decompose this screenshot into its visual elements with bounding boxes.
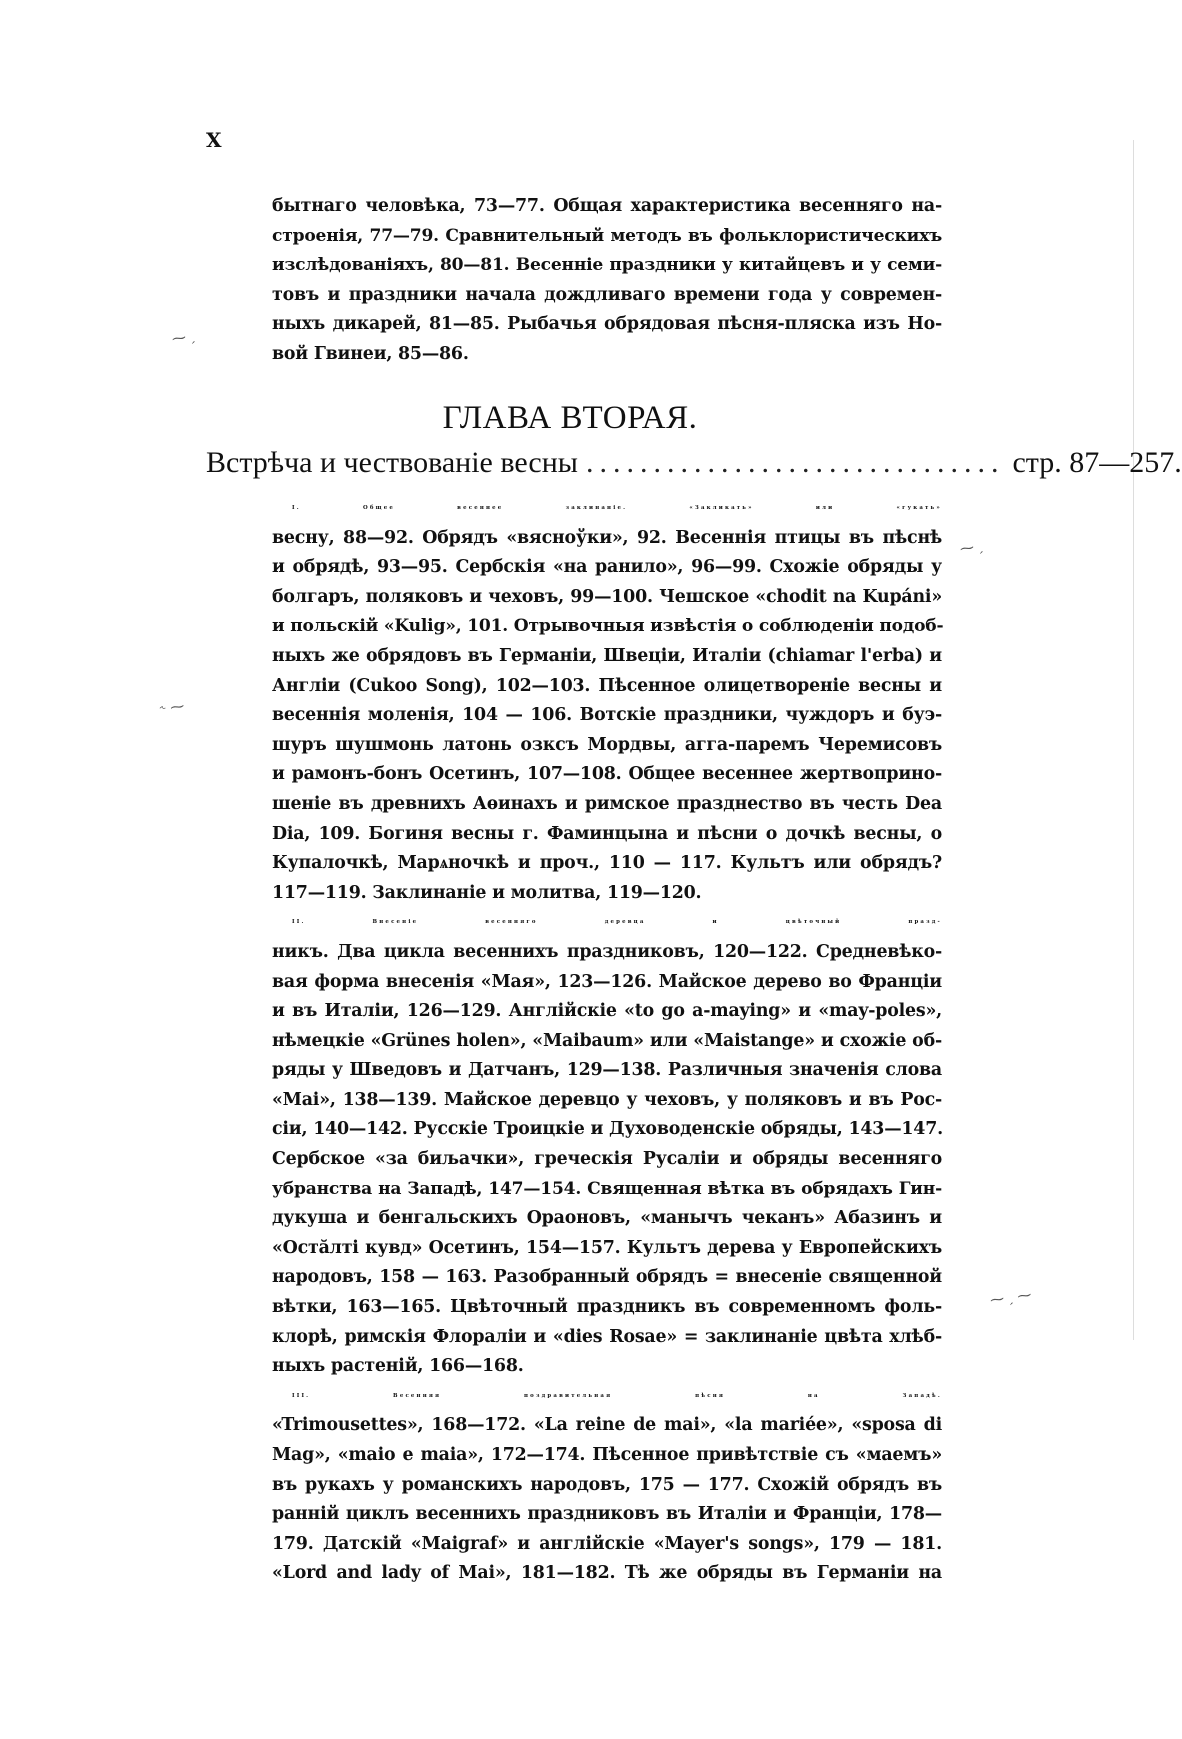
- chapter-subtitle: Встрѣча и чествованіе весны: [206, 446, 578, 479]
- margin-annotation: ⁓ ˏ: [170, 328, 197, 348]
- text-line: шуръ шушмонь латонь озксъ Мордвы, агга-паремъ Черемисовъ: [272, 734, 942, 755]
- text-line: «Lord and lady of Mai», 181—182. Тѣ же обряды въ Германіи на: [272, 1563, 942, 1584]
- page-number: X: [206, 128, 222, 152]
- text-line: никъ. Два цикла весеннихъ праздниковъ, 120—122. Средневѣко-: [272, 941, 942, 962]
- text-line: товъ и праздники начала дождливаго времени года у современ-: [272, 284, 942, 305]
- text-line: и обрядѣ, 93—95. Сербскія «на ранило», 96—99. Схожіе обряды у: [272, 557, 942, 578]
- text-line: изслѣдованіяхъ, 80—81. Весенніе праздники у китайцевъ и у семи-: [272, 255, 942, 276]
- text-line: вая форма внесенія «Мая», 123—126. Майское дерево во Франціи: [272, 971, 942, 992]
- text-line: болгаръ, поляковъ и чеховъ, 99—100. Чешское «chodit na Kupáni»: [272, 586, 942, 607]
- text-line: дукуша и бенгальскихъ Ораоновъ, «манычъ чеканъ» Абазинъ и: [272, 1208, 942, 1229]
- text-line: Сербское «за биљачки», греческія Русаліи и обряды весенняго: [272, 1149, 942, 1170]
- text-line: «Mai», 138—139. Майское деревцо у чеховъ, у поляковъ и въ Рос-: [272, 1089, 942, 1110]
- text-line: Mag», «maio e maia», 172—174. Пѣсенное привѣтствіе съ «маемъ»: [272, 1445, 942, 1465]
- page-edge-line: [1133, 140, 1134, 1340]
- margin-annotation: ⁓ ˏ: [958, 538, 985, 558]
- chapter-subtitle-line: [206, 446, 1182, 480]
- section-heading-line: I. Общее весеннее заклинаніе. «Закликать» или «гукать»: [292, 505, 942, 511]
- text-line: строенія, 77—79. Сравнительный методъ въ фольклористическихъ: [272, 225, 942, 246]
- text-line: 117—119. Заклинаніе и молитва, 119—120.: [272, 882, 702, 903]
- text-line: весну, 88—92. Обрядъ «вясноўки», 92. Весеннія птицы въ пѣснѣ: [272, 527, 942, 548]
- text-line: сіи, 140—142. Русскіе Троицкіе и Духоводенскіе обряды, 143—147.: [272, 1119, 943, 1140]
- text-line: ранній циклъ весеннихъ праздниковъ въ Италіи и Франціи, 178—: [272, 1504, 942, 1525]
- text-line: вѣтки, 163—165. Цвѣточный праздникъ въ современномъ фоль-: [272, 1297, 942, 1318]
- margin-annotation: ˞ ⁓: [159, 698, 186, 718]
- text-line: вой Гвинеи, 85—86.: [272, 343, 469, 364]
- chapter-pages: стр. 87—257.: [1012, 446, 1182, 479]
- chapter-title: ГЛАВА ВТОРАЯ.: [442, 400, 698, 436]
- text-line: 179. Датскій «Maigraf» и англійскіе «Mayer's songs», 179 — 181.: [272, 1533, 942, 1554]
- section-3: [272, 1382, 942, 1589]
- intro-paragraph: [272, 192, 942, 370]
- text-line: бытнаго человѣка, 73—77. Общая характеристика весенняго на-: [272, 196, 942, 216]
- text-line: клорѣ, римскія Флораліи и «dies Rosae» = заклинаніе цвѣта хлѣб-: [272, 1326, 942, 1347]
- text-line: нѣмецкіе «Grünes holen», «Maibaum» или «Maistange» и схожіе об-: [272, 1030, 942, 1051]
- text-line: весеннія моленія, 104 — 106. Вотскіе праздники, чуждоръ и буэ-: [272, 705, 942, 726]
- margin-annotation: ⁓ ˏ ⁓: [989, 1287, 1033, 1309]
- text-line: «Остăлті кувд» Осетинъ, 154—157. Культъ дерева у Европейскихъ: [272, 1237, 942, 1258]
- text-line: ныхъ дикарей, 81—85. Рыбачья обрядовая пѣсня-пляска изъ Но-: [272, 314, 942, 335]
- text-line: народовъ, 158 — 163. Разобранный обрядъ = внесеніе священной: [272, 1267, 942, 1288]
- text-line: убранства на Западѣ, 147—154. Священная вѣтка въ обрядахъ Гин-: [272, 1178, 942, 1199]
- section-1: [272, 494, 942, 908]
- text-line: «Trimousettes», 168—172. «La reine de mai», «la mariée», «sposa di: [272, 1415, 942, 1436]
- chapter-contents: [272, 494, 942, 1589]
- section-heading-line: III. Весенняя поздравительная пѣсня на Западѣ.: [292, 1392, 942, 1399]
- text-line: ныхъ растеній, 166—168.: [272, 1356, 524, 1377]
- section-heading-line: II. Внесеніе весенняго деревца и цвѣточный празд-: [292, 919, 942, 926]
- text-line: Dia, 109. Богиня весны г. Фаминцына и пѣсни о дочкѣ весны, о: [272, 823, 942, 844]
- leader-dots: ...............................: [585, 446, 1005, 479]
- text-line: Англіи (Cukoo Song), 102—103. Пѣсенное олицетвореніе весны и: [272, 675, 942, 696]
- text-line: шеніе въ древнихъ Аѳинахъ и римское празднество въ честь Dea: [272, 793, 942, 814]
- section-2: [272, 908, 942, 1382]
- text-line: Купалочкѣ, Марѧночкѣ и проч., 110 — 117. Культъ или обрядъ?: [272, 853, 942, 874]
- text-line: ныхъ же обрядовъ въ Германіи, Швеціи, Италіи (chiamar l'erba) и: [272, 645, 942, 666]
- text-line: и въ Италіи, 126—129. Англійскіе «to go a-maying» и «may-poles»,: [272, 1001, 942, 1022]
- text-line: и польскій «Kulig», 101. Отрывочныя извѣстія о соблюденіи подоб-: [272, 616, 944, 637]
- text-line: въ рукахъ у романскихъ народовъ, 175 — 177. Схожій обрядъ въ: [272, 1474, 942, 1495]
- text-line: и рамонъ-бонъ Осетинъ, 107—108. Общее весеннее жертвоприно-: [272, 764, 942, 785]
- text-line: ряды у Шведовъ и Датчанъ, 129—138. Различныя значенія слова: [272, 1060, 942, 1081]
